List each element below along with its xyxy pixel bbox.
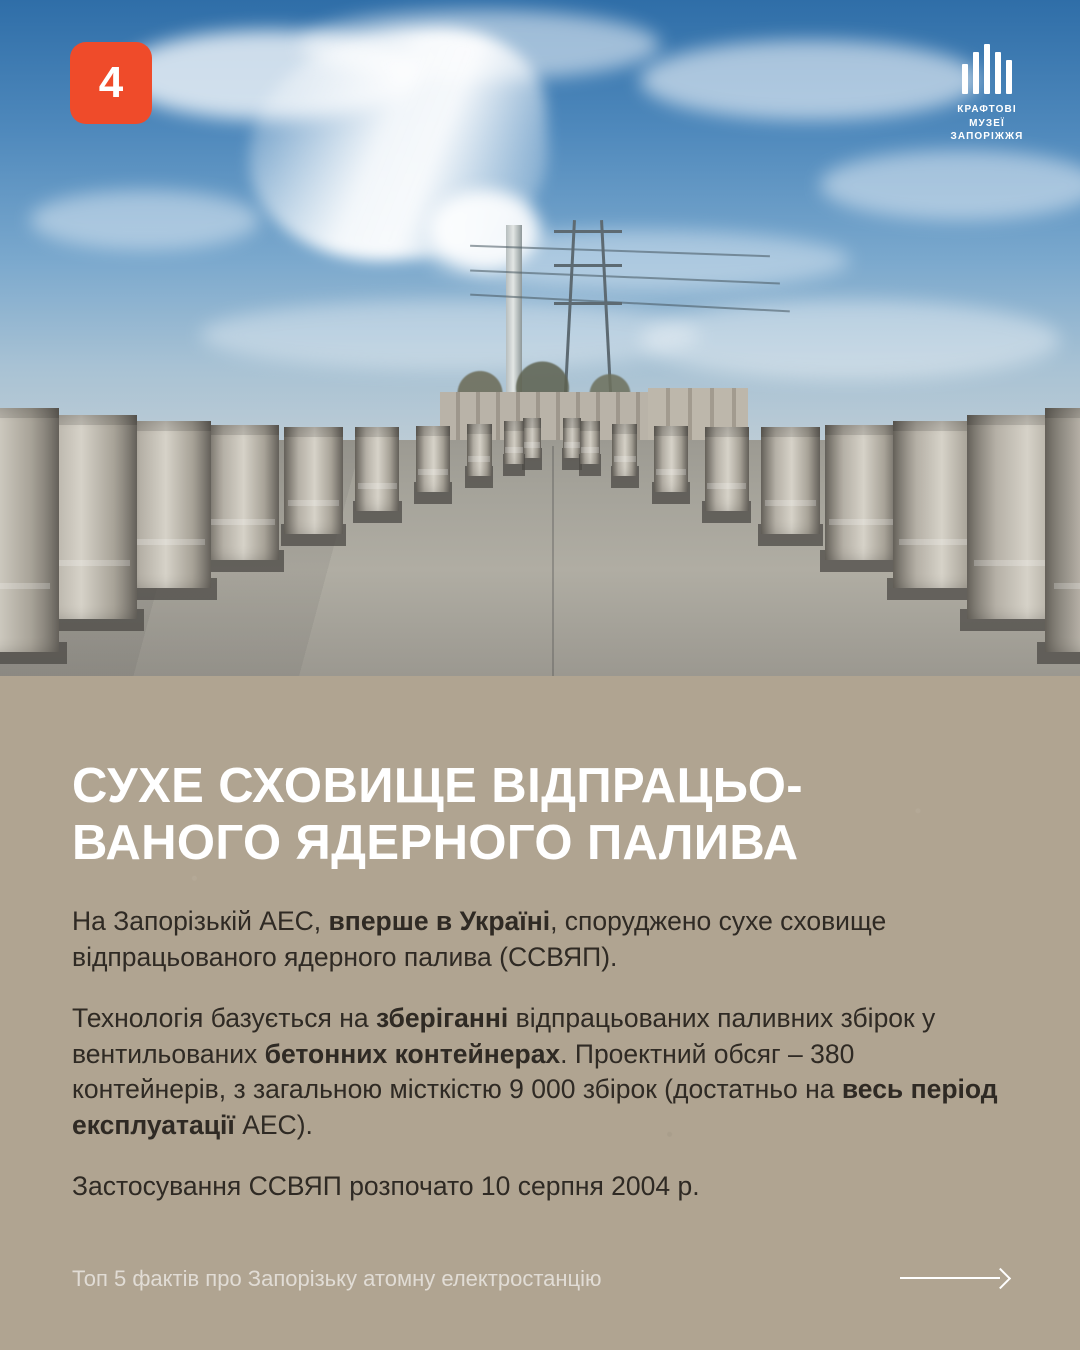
page-title: СУХЕ СХОВИЩЕ ВІДПРАЦЬО- ВАНОГО ЯДЕРНОГО ПАЛИВА xyxy=(72,759,803,871)
storage-container xyxy=(205,425,280,560)
storage-container xyxy=(0,408,59,653)
storage-container xyxy=(705,427,749,511)
brand-logo xyxy=(932,42,1042,144)
cloud xyxy=(30,190,260,250)
smoke-plume-base xyxy=(430,190,540,270)
storage-container xyxy=(416,426,449,491)
text-panel xyxy=(0,676,1080,1350)
storage-container xyxy=(1045,408,1080,653)
text-run: На Запорізькій АЕС, xyxy=(72,906,329,936)
text-emphasis: бетонних контейнерах xyxy=(264,1038,561,1069)
storage-container xyxy=(284,427,342,534)
text-emphasis: зберіганні xyxy=(375,1003,509,1033)
text-run: Технологія базується на xyxy=(72,1003,376,1033)
text-run: . Проектний обсяг – 380 контейнерів, з загальною місткістю 9 000 збірок (достатньо на xyxy=(72,1038,855,1104)
text-emphasis: весь період експлуатації xyxy=(72,1074,998,1140)
text-run: , споруджено сухе сховище відпрацьованого ядерного палива (ССВЯП). xyxy=(72,906,887,972)
paragraph-2 xyxy=(72,1001,1012,1143)
storage-container xyxy=(612,424,637,476)
museum-columns-icon xyxy=(932,42,1042,94)
storage-container xyxy=(761,427,819,534)
storage-container xyxy=(523,418,541,458)
slide-number-badge xyxy=(70,42,152,124)
storage-container xyxy=(580,421,600,464)
text-emphasis: вперше в Україні xyxy=(328,906,551,936)
cloud xyxy=(640,300,1060,380)
text-run: відпрацьованих паливних збірок у вентильованих xyxy=(72,1003,936,1069)
slide-number: 4 xyxy=(98,58,124,107)
storage-container xyxy=(825,425,900,560)
storage-container xyxy=(467,424,492,476)
cloud xyxy=(640,40,980,120)
arrow-right-icon[interactable] xyxy=(900,1268,1008,1288)
paragraph-1 xyxy=(72,904,1012,975)
storage-container xyxy=(654,426,687,491)
brand-logo-text: КРАФТОВІ МУЗЕЇ ЗАПОРІЖЖЯ xyxy=(950,104,1024,142)
body-copy xyxy=(72,904,1012,1231)
series-caption: Топ 5 фактів про Запорізьку атомну електростанцію xyxy=(72,1266,602,1291)
paragraph-3: Застосування ССВЯП розпочато 10 серпня 2004 р. xyxy=(72,1171,700,1201)
storage-container xyxy=(504,421,524,464)
ground-seam xyxy=(552,446,554,676)
storage-container xyxy=(355,427,399,511)
text-run: АЕС). xyxy=(234,1109,313,1140)
storage-container xyxy=(563,418,581,458)
